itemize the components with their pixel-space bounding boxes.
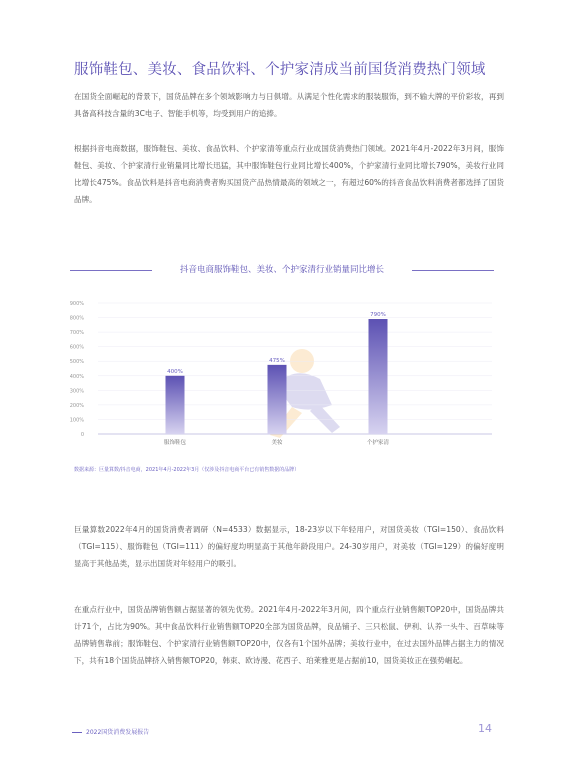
footer-report-text: 2022国货消费发展报告 <box>86 729 150 736</box>
y-tick-label: 800% <box>70 315 84 322</box>
bar-chart <box>70 295 500 455</box>
footer-line-mark <box>72 732 82 733</box>
paragraph-intro: 在国货全面崛起的背景下，国货品牌在多个领域影响力与日俱增。从满足个性化需求的服装服饰，到不输大牌的平价彩妆，再到具备高科技含量的3C电子、智能手机等，均受到用户的追捧。 <box>74 92 504 118</box>
paragraph-douyin-data: 根据抖音电商数据，服饰鞋包、美妆、食品饮料、个护家清等重点行业成国货消费热门领域。2021年4月-2022年3月间，服饰鞋包、美妆、个护家清行业销量同比增长迅猛，其中服饰鞋包行业同比增长400%，个护家清行业同比增长790%，美妆行业同比增长475%。食品饮料是抖音电商消费者购买国货产品热情最高的领域之一，有超过60%的抖音食品饮料消费者都选择了国货品牌。 <box>74 144 504 204</box>
y-tick-label: 200% <box>70 402 84 409</box>
x-category-label: 美妆 <box>271 440 283 446</box>
page-title: 服饰鞋包、美妆、食品饮料、个护家清成当前国货消费热门领域 <box>74 62 486 78</box>
chart-source-note: 数据来源：巨量算数/抖音电商，2021年4月-2022年3月（仅涉及抖音电商平台已有销售数据的品牌） <box>74 467 300 473</box>
paragraph-survey: 巨量算数2022年4月的国货消费者调研（N=4533）数据显示，18-23岁以下年轻用户，对国货美妆（TGI=150）、食品饮料（TGI=115）、服饰鞋包（TGI=111）的偏好度均明显高于其他年龄段用户。24-30岁用户，对美妆（TGI=129）的偏好度明显高于其他品类，显示出国货对年轻用户的吸引。 <box>74 525 504 568</box>
bar-1 <box>166 376 185 434</box>
y-tick-label: 900% <box>70 301 84 307</box>
y-tick-label: 600% <box>70 344 84 351</box>
bar-value-label: 790% <box>370 312 386 319</box>
bar-value-label: 400% <box>167 368 183 375</box>
y-tick-label: 100% <box>70 417 84 424</box>
x-category-label: 服饰鞋包 <box>163 440 187 446</box>
bar-3 <box>369 319 388 434</box>
y-tick-label: 0 <box>80 432 84 438</box>
paragraph-industries: 在重点行业中，国货品牌销售额占据显著的领先优势。2021年4月-2022年3月间，四个重点行业销售额TOP20中，国货品牌共计71个，占比为90%。其中食品饮料行业销售额TOP20全部为国货品牌，良品铺子、三只松鼠、伊利、认养一头牛、百草味等品牌销售靠前；服饰鞋包、个护家清行业销售额TOP20中，仅各有1个国外品牌；美妆行业中，在过去国外品牌占据主力的情况下，共有18个国货品牌挤入销售额TOP20，韩束、欧诗漫、花西子、珀莱雅更是占据前10，国货美妆正在强势崛起。 <box>74 605 504 665</box>
y-tick-label: 700% <box>70 330 84 337</box>
chart-header <box>70 263 494 277</box>
page-number: 14 <box>478 722 492 735</box>
x-category-label: 个护家清 <box>366 440 390 446</box>
y-tick-label: 400% <box>70 373 84 380</box>
y-tick-label: 500% <box>70 359 84 366</box>
bar-2 <box>268 365 287 434</box>
chart-title: 抖音电商服饰鞋包、美妆、个护家清行业销量同比增长 <box>179 265 384 275</box>
chart-title-rule-right <box>412 270 494 271</box>
bar-value-label: 475% <box>269 357 285 364</box>
bar-chart-svg <box>70 295 500 455</box>
footer-report-name <box>72 727 149 736</box>
y-tick-label: 300% <box>70 388 84 395</box>
